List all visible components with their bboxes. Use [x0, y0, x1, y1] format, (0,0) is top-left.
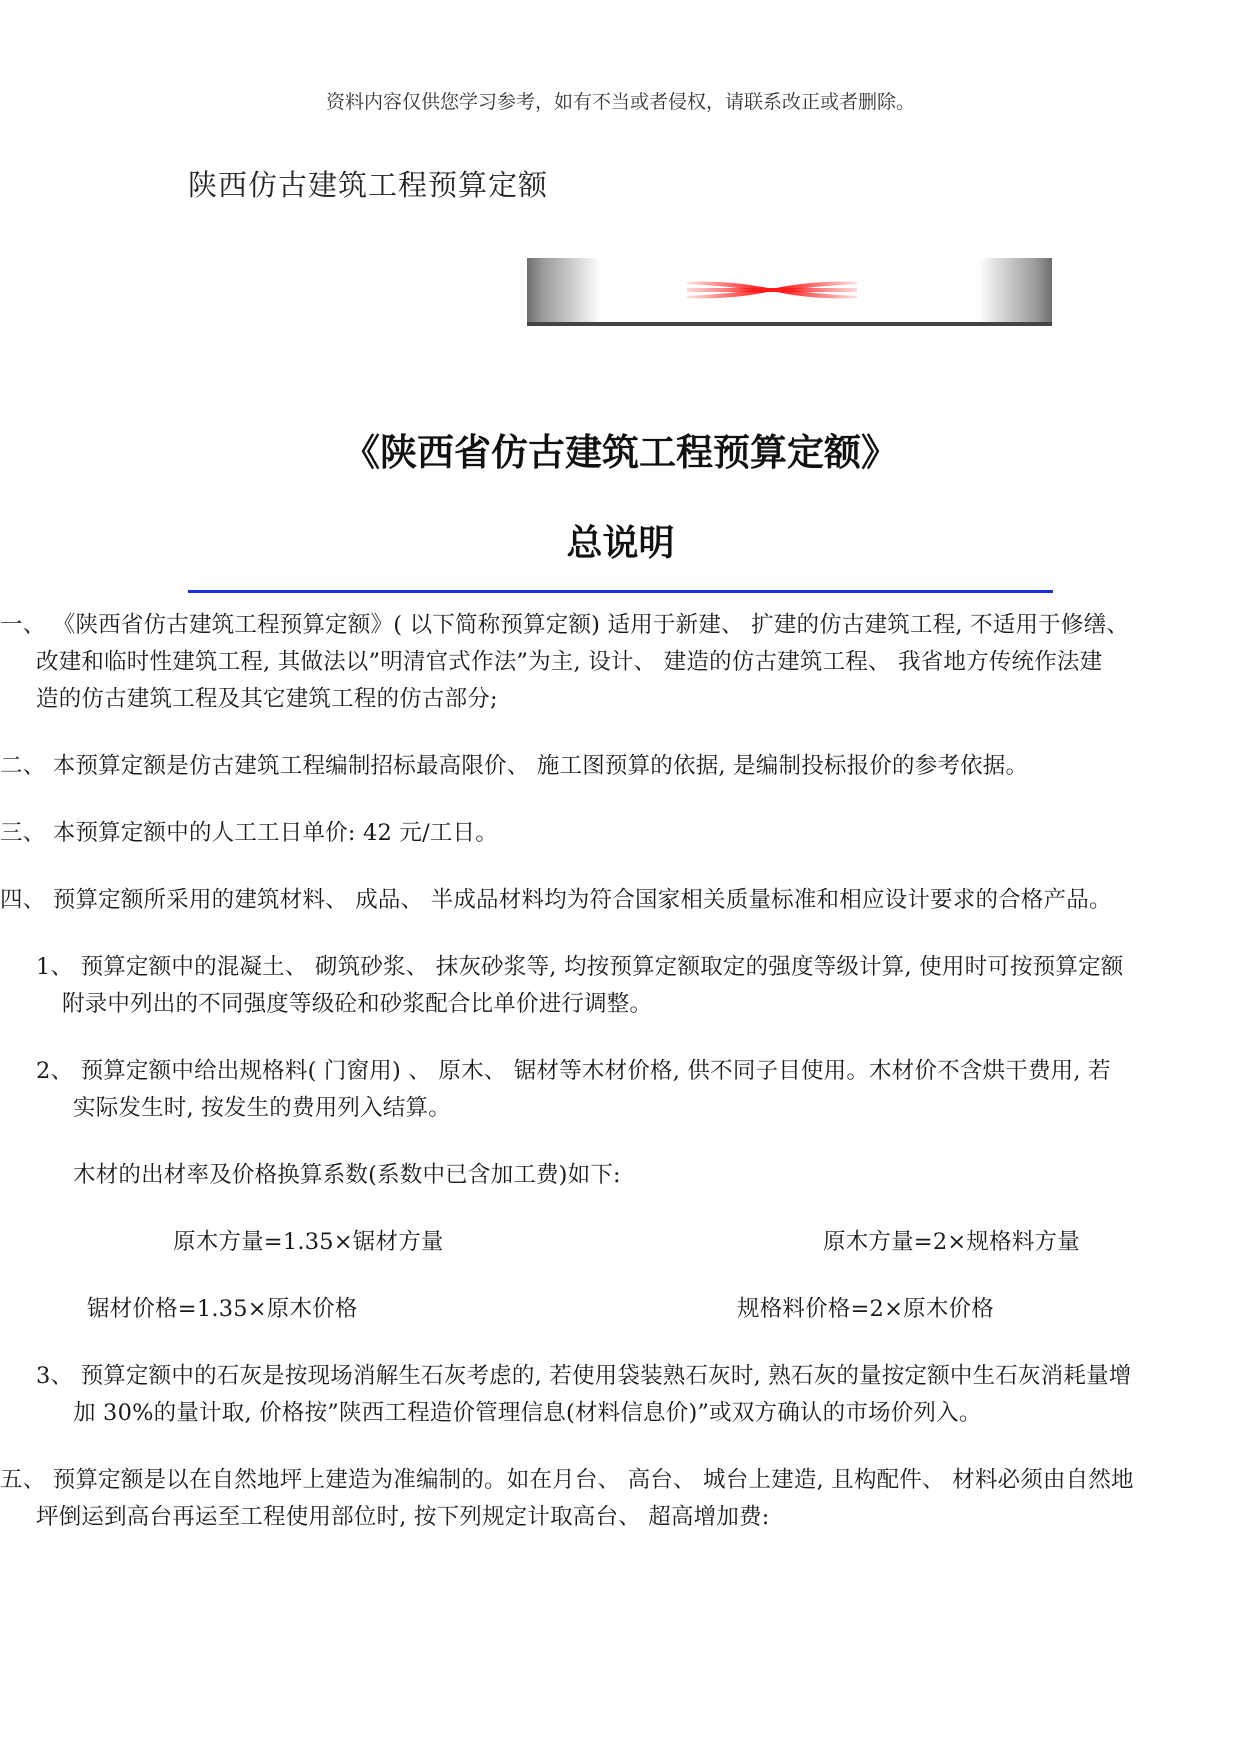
- paragraph-1-line-1: 一、 《陕西省仿古建筑工程预算定额》( 以下简称预算定额) 适用于新建、 扩建的仿古建筑工程, 不适用于修缮、: [0, 612, 1129, 638]
- red-arrows-ornament: [527, 258, 1052, 322]
- paragraph-3: 三、 本预算定额中的人工工日单价: 42 元/工日。: [0, 820, 498, 846]
- item-3-line-2: 加 30%的量计取, 价格按”陕西工程造价管理信息(材料信息价)”或双方确认的市场价列入。: [73, 1400, 982, 1426]
- paragraph-5-line-1: 五、 预算定额是以在自然地坪上建造为准编制的。如在月台、 高台、 城台上建造, 且构配件、 材料必须由自然地: [0, 1467, 1134, 1493]
- wood-conversion-intro: 木材的出材率及价格换算系数(系数中已含加工费)如下:: [73, 1162, 621, 1188]
- formula-sawn-price: 锯材价格=1.35×原木价格: [87, 1296, 358, 1322]
- section-title: 总说明: [566, 522, 675, 564]
- main-title: 《陕西省仿古建筑工程预算定额》: [343, 430, 898, 474]
- formula-log-volume-from-sawn: 原木方量=1.35×锯材方量: [173, 1229, 444, 1255]
- paragraph-1-line-3: 造的仿古建筑工程及其它建筑工程的仿古部分;: [36, 686, 498, 712]
- item-1-line-1: 1、 预算定额中的混凝土、 砌筑砂浆、 抹灰砂浆等, 均按预算定额取定的强度等级计算, 使用时可按预算定额: [36, 954, 1124, 980]
- item-3-line-1: 3、 预算定额中的石灰是按现场消解生石灰考虑的, 若使用袋装熟石灰时, 熟石灰的量按定额中生石灰消耗量增: [36, 1363, 1132, 1389]
- paragraph-4: 四、 预算定额所采用的建筑材料、 成品、 半成品材料均为符合国家相关质量标准和相应设计要求的合格产品。: [0, 887, 1112, 913]
- paragraph-5-line-2: 坪倒运到高台再运至工程使用部位时, 按下列规定计取高台、 超高增加费:: [36, 1504, 770, 1530]
- decorative-banner: [527, 258, 1052, 326]
- formula-log-volume-from-spec: 原木方量=2×规格料方量: [823, 1229, 1080, 1255]
- paragraph-2: 二、 本预算定额是仿古建筑工程编制招标最高限价、 施工图预算的依据, 是编制投标报价的参考依据。: [0, 753, 1029, 779]
- item-1-line-2: 附录中列出的不同强度等级砼和砂浆配合比单价进行调整。: [62, 991, 653, 1017]
- document-subtitle: 陕西仿古建筑工程预算定额: [188, 168, 549, 202]
- title-underline-rule: [188, 590, 1053, 593]
- formula-spec-price: 规格料价格=2×原木价格: [737, 1296, 994, 1322]
- item-2-line-1: 2、 预算定额中给出规格料( 门窗用) 、 原木、 锯材等木材价格, 供不同子目使用。木材价不含烘干费用, 若: [36, 1058, 1111, 1084]
- paragraph-1-line-2: 改建和临时性建筑工程, 其做法以”明清官式作法”为主, 设计、 建造的仿古建筑工程、 我省地方传统作法建: [36, 649, 1103, 675]
- item-2-line-2: 实际发生时, 按发生的费用列入结算。: [73, 1095, 451, 1121]
- disclaimer-header: 资料内容仅供您学习参考，如有不当或者侵权，请联系改正或者删除。: [325, 91, 915, 113]
